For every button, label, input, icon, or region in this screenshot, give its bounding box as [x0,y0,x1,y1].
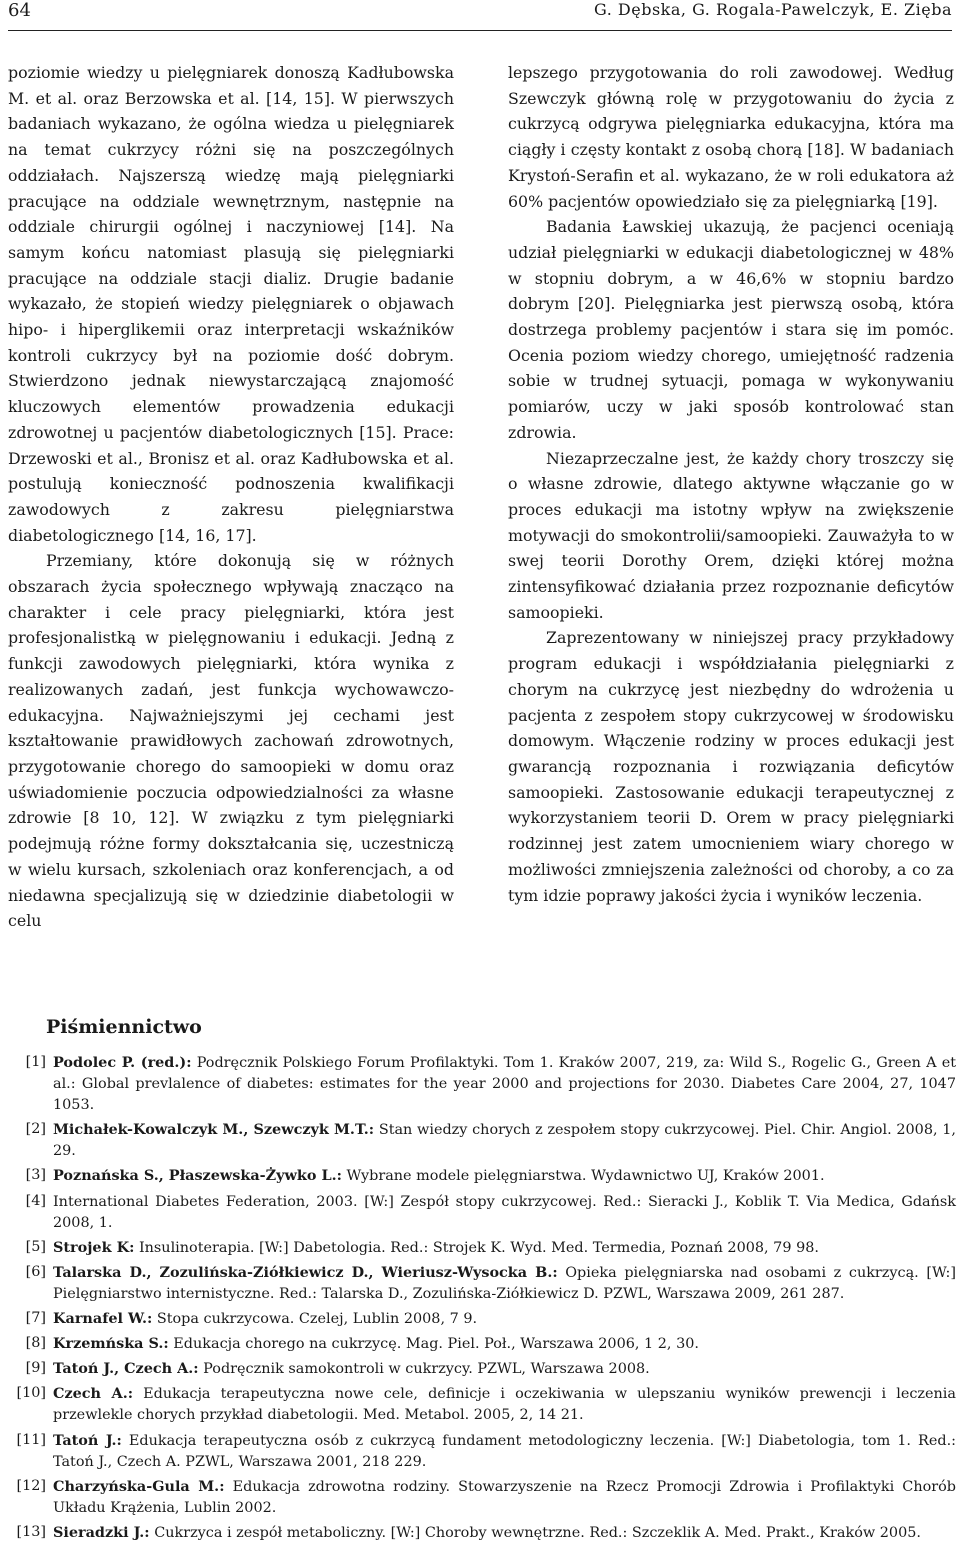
reference-item [8,1237,956,1259]
paragraph: Zaprezentowany w niniejszej pracy przykładowy program edukacji i współdziałania pielęgniarki z chorym na cukrzycę jest niezbędny do wdrożenia u pacjenta z zespołem stopy cukrzycowej w środowisku domowym. Włączenie rodziny w proces edukacji jest gwarancją rozpoznania i rozwiązania deficytów samoopieki. Zastosowanie edukacji terapeutycznej z wykorzystaniem teorii D. Orem w pracy pielęgniarki rodzinnej jest zatem umocnieniem wiary chorego w możliwości zmniejszenia zależności od choroby, a co za tym idzie poprawy jakości życia i wyników leczenia. [508,628,954,905]
reference-item [8,1333,956,1355]
reference-item [8,1430,956,1473]
paragraph: lepszego przygotowania do roli zawodowej. Według Szewczyk główną rolę w przygotowaniu do życia z cukrzycą odgrywa pielęgniarka edukacyjna, która ma ciągły i częsty kontakt z osobą chorą [18]. W badaniach Krystoń-Serafin et al. wykazano, że w roli edukatora aż 60% pacjentów opowiedziało się za pielęgniarką [19]. [508,63,954,211]
reference-number: [5] [25,1238,46,1255]
references-heading: Piśmiennictwo [46,1016,202,1038]
paragraph: poziomie wiedzy u pielęgniarek donoszą Kadłubowska M. et al. oraz Berzowska et al. [14, 15]. W pierwszych badaniach wykazano, że ogólna wiedza u pielęgniarek na temat cukrzycy różni się na poszczególnych oddziałach. Najszerszą wiedzę mają pielęgniarki pracujące na oddziale wewnętrznym, następnie na oddziale chirurgii ogólnej i naczyniowej [14]. Na samym końcu natomiast plasują się pielęgniarki pracujące na oddziale stacji dializ. Drugie badanie wykazało, że stopień wiedzy pielęgniarek o objawach hipo- i hiperglikemii oraz interpretacji wskaźników kontroli cukrzycy był na poziomie dość dobrym. Stwierdzono jednak niewystarczającą znajomość kluczowych elementów prowadzenia edukacji zdrowotnej u pacjentów diabetologicznych [15]. Prace: Drzewoski et al., Bronisz et al. oraz Kadłubowska et al. postulują konieczność podnoszenia kwalifikacji zawodowych z zakresu pielęgniarstwa diabetologicznego [14, 16, 17]. [8,63,454,545]
reference-body [46,1052,956,1116]
running-head-authors: G. Dębska, G. Rogala-Pawelczyk, E. Zięba [594,0,952,19]
reference-item [8,1308,956,1330]
reference-body [46,1476,956,1519]
reference-item [8,1052,956,1116]
reference-authors: Karnafel W.: [53,1310,153,1328]
reference-text: Wybrane modele pielęgniarstwa. Wydawnictwo UJ, Kraków 2001. [341,1168,825,1185]
reference-item [8,1383,956,1426]
paragraph: Niezaprzeczalne jest, że każdy chory troszczy się o własne zdrowie, dlatego aktywne włączanie go w proces edukacji ma istotny wpływ na zwiększenie motywacji do smokontrolii/samoopieki. Zauważyła to w swej teorii Dorothy Orem, dzięki której można zintensyfikować działania przez rozpoznanie deficytów samoopieki. [508,448,954,622]
reference-authors: Podolec P. (red.): [53,1054,192,1071]
reference-body [46,1333,956,1355]
reference-text: Edukacja chorego na cukrzycę. Mag. Piel. Poł., Warszawa 2006, 1 2, 30. [168,1336,699,1353]
reference-number: [9] [25,1360,46,1377]
reference-body [46,1262,956,1305]
reference-item [8,1358,956,1380]
reference-text: International Diabetes Federation, 2003. [W:] Zespół stopy cukrzycowej. Red.: Sieracki J., Koblik T. Via Medica, Gdańsk 2008, 1. [53,1193,956,1231]
reference-text: Edukacja terapeutyczna nowe cele, definicje i oczekiwania w ulepszaniu wyników prewencji i leczenia przewlekle chorych przykład diabetologii. Med. Metabol. 2005, 2, 14 21. [53,1386,956,1424]
reference-authors: Sieradzki J.: [53,1523,150,1541]
reference-body [46,1308,956,1330]
reference-number: [11] [16,1431,46,1448]
reference-authors: Strojek K: [53,1238,135,1256]
page-number: 64 [8,0,31,21]
reference-authors: Charzyńska-Gula M.: [53,1477,225,1495]
reference-text: Edukacja terapeutyczna osób z cukrzycą fundament metodologiczny leczenia. [W:] Diabetologia, tom 1. Red.: Tatoń J., Czech A. PZWL, Warszawa 2001, 218 229. [53,1432,957,1470]
reference-text: Podręcznik Polskiego Forum Profilaktyki. Tom 1. Kraków 2007, 219, za: Wild S., Rogelic G., Green A et al.: Global prevlalence of diabetes: estimates for the year 2000 and projections for 2030. Diabetes Care 2004, 27, 1047 1053. [53,1055,956,1114]
reference-body [46,1237,956,1259]
reference-number: [3] [25,1167,46,1184]
reference-number: [6] [25,1263,46,1280]
reference-body [46,1522,956,1544]
running-header [8,0,952,31]
reference-number: [13] [16,1523,46,1540]
reference-body [46,1430,956,1473]
reference-number: [4] [25,1192,46,1209]
reference-authors: Talarska D., Zozulińska-Ziółkiewicz D., Wieriusz-Wysocka B.: [53,1263,558,1281]
reference-item [8,1191,956,1234]
reference-text: Stan wiedzy chorych z zespołem stopy cukrzycowej. Piel. Chir. Angiol. 2008, 1, 29. [53,1122,956,1160]
reference-body [46,1383,956,1426]
reference-text: Opieka pielęgniarska nad osobami z cukrzycą. [W:] Pielęgniarstwo internistyczne. Red.: Talarska D., Zozulińska-Ziółkiewicz D. PZWL, Warszawa 2009, 261 287. [53,1264,956,1302]
reference-number: [10] [16,1385,46,1402]
reference-body [46,1358,956,1380]
reference-item [8,1119,956,1162]
reference-number: [12] [16,1477,46,1494]
reference-number: [8] [25,1335,46,1352]
reference-text: Insulinoterapia. [W:] Dabetologia. Red.: Strojek K. Wyd. Med. Termedia, Poznań 2008, 79 98. [134,1239,819,1256]
reference-body [46,1119,956,1162]
reference-item [8,1522,956,1544]
reference-number: [2] [25,1121,46,1138]
reference-authors: Michałek-Kowalczyk M., Szewczyk M.T.: [53,1121,375,1139]
reference-authors: Tatoń J., Czech A.: [53,1360,199,1378]
reference-authors: Poznańska S., Płaszewska-Żywko L.: [53,1167,342,1185]
reference-text: Edukacja zdrowotna rodziny. Stowarzyszenie na Rzecz Promocji Zdrowia i Profilaktyki Chorób Układu Krążenia, Lublin 2002. [53,1478,957,1516]
reference-number: [1] [25,1054,46,1070]
reference-list [8,1052,956,1547]
reference-authors: Tatoń J.: [53,1431,122,1449]
reference-body [46,1191,956,1234]
reference-authors: Czech A.: [53,1385,134,1403]
paragraph: Badania Ławskiej ukazują, że pacjenci oceniają udział pielęgniarki w edukacji diabetologicznej w 48% w stopniu dobrym, a w 46,6% w stopniu bardzo dobrym [20]. Pielęgniarka jest pierwszą osobą, która dostrzega problemy pacjentów i stara się im pomóc. Ocenia poziom wiedzy chorego, umiejętność radzenia sobie w trudnej sytuacji, pomaga w wykonywaniu pomiarów, uczy w jaki sposób kontrolować stan zdrowia. [508,217,954,442]
reference-item [8,1476,956,1519]
paragraph: Przemiany, które dokonują się w różnych obszarach życia społecznego wpływają znacząco na charakter i cele pracy pielęgniarki, która jest profesjonalistką w pielęgnowaniu i edukacji. Jedną z funkcji zawodowych pielęgniarki, która wynika z realizowanych zadań, jest funkcja wychowawczo-edukacyjna. Najważniejszymi jej cechami jest kształtowanie prawidłowych zachowań zdrowotnych, przygotowanie chorego do samoopieki w domu oraz uświadomienie poczucia odpowiedzialności za własne zdrowie [8 10, 12]. W związku z tym pielęgniarki podejmują różne formy dokształcania się, uczestniczą w wielu kursach, szkoleniach oraz konferencjach, a od niedawna specjalizują się w dziedzinie diabetologii w celu [8,551,454,931]
right-column [508,60,954,908]
reference-number: [7] [25,1310,46,1327]
reference-text: Stopa cukrzycowa. Czelej, Lublin 2008, 7 9. [152,1311,478,1328]
reference-text: Podręcznik samokontroli w cukrzycy. PZWL, Warszawa 2008. [198,1361,650,1378]
reference-text: Cukrzyca i zespół metaboliczny. [W:] Choroby wewnętrzne. Red.: Szczeklik A. Med. Prakt., Kraków 2005. [149,1524,921,1541]
reference-item [8,1262,956,1305]
reference-body [46,1165,956,1187]
left-column [8,60,454,934]
reference-authors: Krzemńska S.: [53,1335,169,1353]
reference-item [8,1165,956,1187]
